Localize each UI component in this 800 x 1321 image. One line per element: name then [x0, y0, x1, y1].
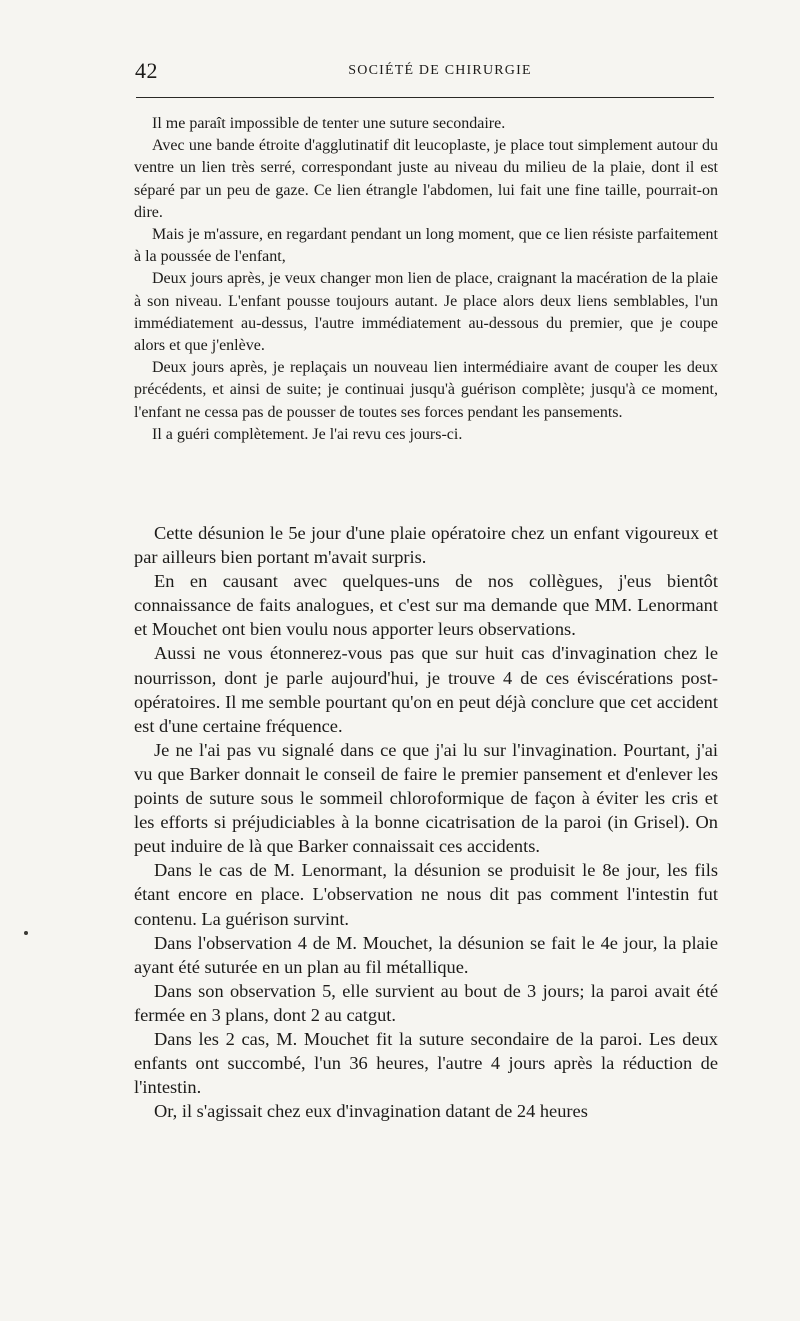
body-paragraph: Cette désunion le 5e jour d'une plaie opératoire chez un enfant vigoureux et par ailleurs bien portant m'avait surpris.	[134, 523, 718, 568]
case-paragraph: Deux jours après, je replaçais un nouveau lien intermédiaire avant de couper les deux précédents, et ainsi de suite; je continuai jusqu'à guérison complète; jusqu'à ce moment, l'enfant ne cessa pas de pousser de toutes ses forces pendant les pansements.	[134, 359, 718, 421]
case-paragraph: Avec une bande étroite d'agglutinatif dit leucoplaste, je place tout simplement autour du ventre un lien très serré, correspondant juste au niveau du milieu de la plaie, dont il est séparé par un peu de gaze. Ce lien étrangle l'abdomen, lui fait une fine taille, pourrait-on dire.	[134, 137, 718, 221]
case-report-section	[134, 113, 718, 446]
margin-speck	[24, 931, 28, 935]
page-number: 42	[135, 58, 158, 83]
header-rule	[136, 97, 714, 98]
body-paragraph: Dans son observation 5, elle survient au bout de 3 jours; la paroi avait été fermée en 3 plans, dont 2 au catgut.	[134, 980, 718, 1025]
discussion-section	[134, 521, 718, 1123]
body-paragraph: Je ne l'ai pas vu signalé dans ce que j'ai lu sur l'invagination. Pourtant, j'ai vu que Barker donnait le conseil de faire le premier pansement et d'enlever les points de suture sous le sommeil chloroformique de façon à éviter les cris et les efforts si préjudiciables à la bonne cicatrisation de la paroi (in Grisel). On peut induire de là que Barker connaissait ces accidents.	[134, 739, 718, 857]
case-paragraph: Deux jours après, je veux changer mon lien de place, craignant la macération de la plaie à son niveau. L'enfant pousse toujours autant. Je place alors deux liens semblables, l'un immédiatement au-dessus, l'autre immédiatement au-dessous du premier, que je coupe alors et que j'enlève.	[134, 270, 718, 355]
case-paragraph: Il me paraît impossible de tenter une suture secondaire.	[152, 115, 506, 132]
running-title: SOCIÉTÉ DE CHIRURGIE	[348, 63, 532, 78]
case-paragraph: Il a guéri complètement. Je l'ai revu ces jours-ci.	[152, 425, 463, 443]
body-paragraph: Aussi ne vous étonnerez-vous pas que sur huit cas d'invagination chez le nourrisson, dont je parle aujourd'hui, je trouve 4 de ces éviscérations post-opératoires. Il me semble pourtant qu'on en peut déjà conclure que cet accident est d'une certaine fréquence.	[134, 643, 718, 736]
body-paragraph: Dans les 2 cas, M. Mouchet fit la suture secondaire de la paroi. Les deux enfants ont succombé, l'un 36 heures, l'autre 4 jours après la réduction de l'intestin.	[134, 1028, 718, 1098]
body-paragraph: En en causant avec quelques-uns de nos collègues, j'eus bientôt connaissance de faits analogues, et c'est sur ma demande que MM. Lenormant et Mouchet ont bien voulu nous apporter leurs observations.	[134, 571, 718, 640]
case-paragraph: Mais je m'assure, en regardant pendant un long moment, que ce lien résiste parfaitement à la poussée de l'enfant,	[134, 226, 718, 266]
body-paragraph: Dans le cas de M. Lenormant, la désunion se produisit le 8e jour, les fils étant encore en place. L'observation ne nous dit pas comment l'intestin fut contenu. La guérison survint.	[134, 860, 718, 929]
running-head	[135, 58, 715, 88]
body-paragraph: Or, il s'agissait chez eux d'invagination datant de 24 heures	[154, 1101, 588, 1122]
body-paragraph: Dans l'observation 4 de M. Mouchet, la désunion se fait le 4e jour, la plaie ayant été suturée en un plan au fil métallique.	[134, 932, 718, 977]
